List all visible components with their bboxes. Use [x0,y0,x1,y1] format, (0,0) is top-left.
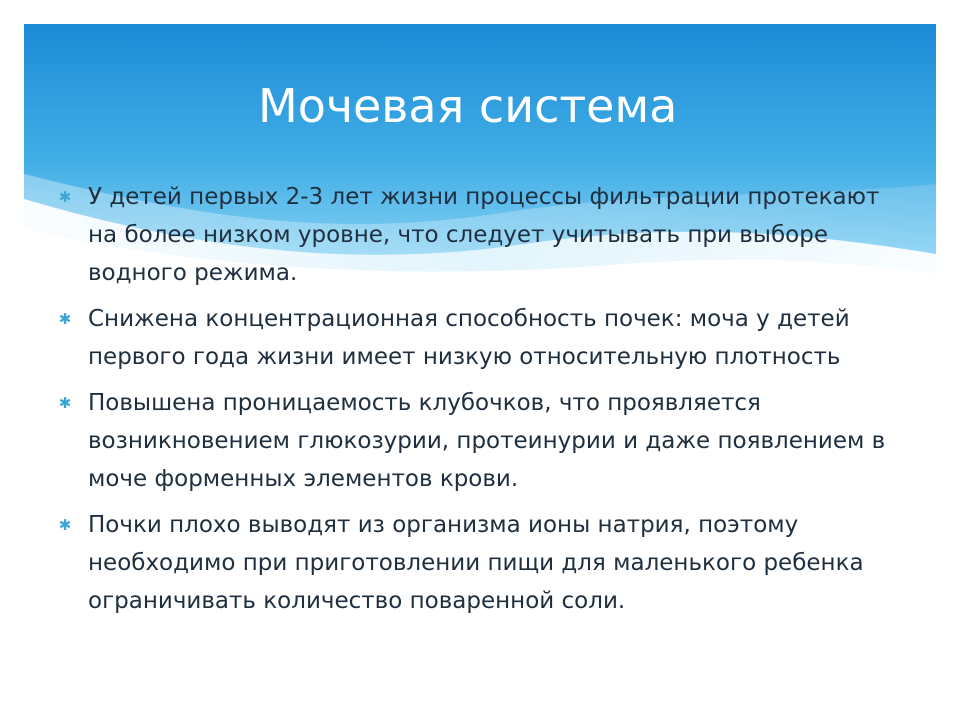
slide-title: Мочевая система [258,79,678,133]
bullet-text: Снижена концентрационная способность почек: моча у детей первого года жизни имеет низкую относительную плотность [88,306,850,370]
asterisk-icon: ✱ [58,516,72,534]
bullet-text: Почки плохо выводят из организма ионы натрия, поэтому необходимо при приготовлении пищи для маленького ребенка ограничивать количество поваренной соли. [88,512,864,614]
asterisk-icon: ✱ [58,310,72,328]
bullet-list [58,178,908,628]
asterisk-icon: ✱ [58,188,72,206]
asterisk-icon: ✱ [58,394,72,412]
list-item [58,506,908,620]
list-item [58,300,908,376]
list-item [58,384,908,498]
list-item [58,178,908,292]
bullet-text: Повышена проницаемость клубочков, что проявляется возникновением глюкозурии, протеинурии и даже появлением в моче форменных элементов крови. [88,390,886,492]
bullet-text: У детей первых 2-3 лет жизни процессы фильтрации протекают на более низком уровне, что следует учитывать при выборе водного режима. [88,184,880,286]
